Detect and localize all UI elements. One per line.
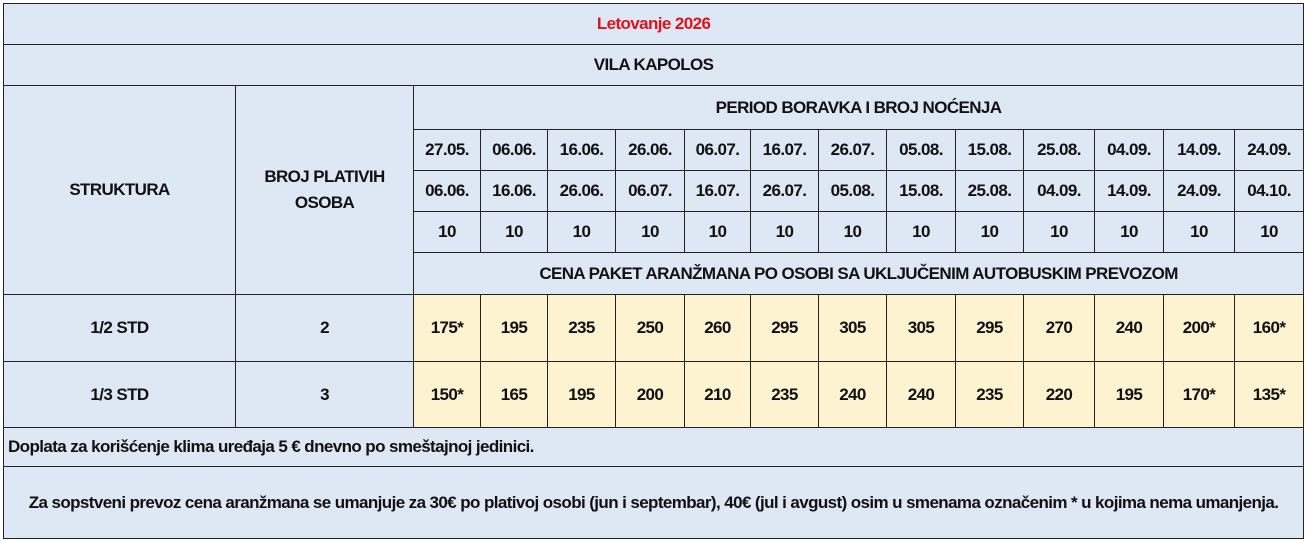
period-to-cell: 16.06. bbox=[481, 171, 548, 212]
nights-cell: 10 bbox=[481, 212, 548, 253]
price-cell: 220 bbox=[1024, 362, 1095, 428]
price-cell: 235 bbox=[751, 362, 819, 428]
nights-cell: 10 bbox=[887, 212, 956, 253]
period-from-cell: 16.06. bbox=[548, 130, 616, 171]
period-from-cell: 24.09. bbox=[1235, 130, 1304, 171]
price-cell: 235 bbox=[548, 295, 616, 362]
period-from-cell: 14.09. bbox=[1164, 130, 1235, 171]
period-from-cell: 26.06. bbox=[616, 130, 685, 171]
osobe-cell: 3 bbox=[236, 362, 414, 428]
price-cell: 195 bbox=[548, 362, 616, 428]
nights-cell: 10 bbox=[1164, 212, 1235, 253]
price-cell: 305 bbox=[887, 295, 956, 362]
price-cell: 250 bbox=[616, 295, 685, 362]
nights-cell: 10 bbox=[751, 212, 819, 253]
nights-cell: 10 bbox=[1024, 212, 1095, 253]
price-cell: 235 bbox=[956, 362, 1024, 428]
price-cell: 165 bbox=[481, 362, 548, 428]
price-cell: 200 bbox=[616, 362, 685, 428]
nights-cell: 10 bbox=[819, 212, 887, 253]
period-to-cell: 05.08. bbox=[819, 171, 887, 212]
period-to-cell: 24.09. bbox=[1164, 171, 1235, 212]
price-cell: 210 bbox=[685, 362, 751, 428]
period-from-cell: 26.07. bbox=[819, 130, 887, 171]
price-cell: 170* bbox=[1164, 362, 1235, 428]
nights-cell: 10 bbox=[1235, 212, 1304, 253]
nights-cell: 10 bbox=[548, 212, 616, 253]
price-cell: 160* bbox=[1235, 295, 1304, 362]
price-cell: 295 bbox=[956, 295, 1024, 362]
period-to-cell: 15.08. bbox=[887, 171, 956, 212]
struktura-cell: 1/3 STD bbox=[4, 362, 236, 428]
period-from-cell: 15.08. bbox=[956, 130, 1024, 171]
struktura-cell: 1/2 STD bbox=[4, 295, 236, 362]
period-to-cell: 04.09. bbox=[1024, 171, 1095, 212]
nights-cell: 10 bbox=[1095, 212, 1164, 253]
header-period: PERIOD BORAVKA I BROJ NOĆENJA bbox=[414, 86, 1304, 130]
period-to-cell: 06.06. bbox=[414, 171, 481, 212]
price-cell: 175* bbox=[414, 295, 481, 362]
price-table bbox=[3, 3, 1304, 539]
period-from-cell: 04.09. bbox=[1095, 130, 1164, 171]
price-cell: 200* bbox=[1164, 295, 1235, 362]
price-cell: 295 bbox=[751, 295, 819, 362]
nights-cell: 10 bbox=[956, 212, 1024, 253]
price-cell: 270 bbox=[1024, 295, 1095, 362]
header-cena: CENA PAKET ARANŽMANA PO OSOBI SA UKLJUČENIM AUTOBUSKIM PREVOZOM bbox=[414, 253, 1304, 295]
price-cell: 195 bbox=[481, 295, 548, 362]
period-to-cell: 25.08. bbox=[956, 171, 1024, 212]
note-klima: Doplata za korišćenje klima uređaja 5 € dnevno po smeštajnoj jedinici. bbox=[4, 428, 1304, 467]
nights-cell: 10 bbox=[414, 212, 481, 253]
price-cell: 305 bbox=[819, 295, 887, 362]
period-to-cell: 26.07. bbox=[751, 171, 819, 212]
period-to-cell: 14.09. bbox=[1095, 171, 1164, 212]
price-cell: 260 bbox=[685, 295, 751, 362]
period-to-cell: 26.06. bbox=[548, 171, 616, 212]
header-struktura: STRUKTURA bbox=[4, 86, 236, 295]
period-from-cell: 27.05. bbox=[414, 130, 481, 171]
period-from-cell: 05.08. bbox=[887, 130, 956, 171]
table-row bbox=[4, 295, 1304, 362]
price-cell: 240 bbox=[1095, 295, 1164, 362]
period-to-cell: 16.07. bbox=[685, 171, 751, 212]
header-broj-osoba: BROJ PLATIVIH OSOBA bbox=[236, 86, 414, 295]
period-from-cell: 06.07. bbox=[685, 130, 751, 171]
price-cell: 150* bbox=[414, 362, 481, 428]
price-cell: 240 bbox=[887, 362, 956, 428]
period-from-cell: 16.07. bbox=[751, 130, 819, 171]
period-from-cell: 25.08. bbox=[1024, 130, 1095, 171]
table-row bbox=[4, 362, 1304, 428]
price-cell: 240 bbox=[819, 362, 887, 428]
nights-cell: 10 bbox=[685, 212, 751, 253]
price-cell: 195 bbox=[1095, 362, 1164, 428]
period-from-cell: 06.06. bbox=[481, 130, 548, 171]
period-to-cell: 04.10. bbox=[1235, 171, 1304, 212]
price-cell: 135* bbox=[1235, 362, 1304, 428]
period-to-cell: 06.07. bbox=[616, 171, 685, 212]
table-title: Letovanje 2026 bbox=[4, 4, 1304, 45]
note-prevoz: Za sopstveni prevoz cena aranžmana se umanjuje za 30€ po plativoj osobi (jun i septembar), 40€ (jul i avgust) osim u smenama označenim * u kojima nema umanjenja. bbox=[4, 467, 1304, 539]
nights-cell: 10 bbox=[616, 212, 685, 253]
hotel-name: VILA KAPOLOS bbox=[4, 45, 1304, 86]
osobe-cell: 2 bbox=[236, 295, 414, 362]
